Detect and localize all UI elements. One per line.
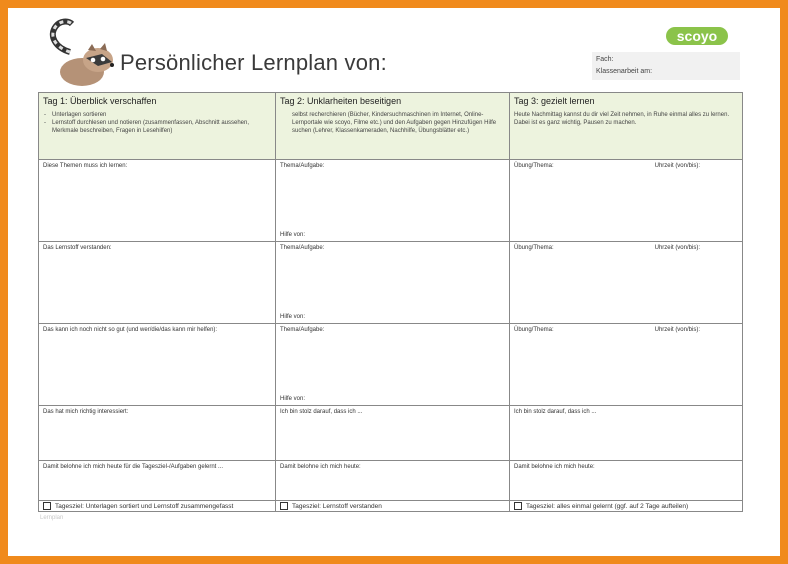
row-cell[interactable] (39, 242, 276, 324)
lernplan-table (38, 92, 743, 512)
klassenarbeit-label: Klassenarbeit am: (596, 68, 653, 75)
goal-label: Tagesziel: Unterlagen sortiert und Lernstoff zusammengefasst (55, 502, 234, 510)
list-item: - Lernstoff durchlesen und notieren (zusammenfassen, Abschnitt aussehen, Merkmale beschreiben, Fragen in Lesehilfen) (43, 119, 271, 135)
row-cell[interactable] (276, 324, 510, 406)
row-cell[interactable] (510, 406, 743, 461)
goal-label: Tagesziel: alles einmal gelernt (ggf. auf 2 Tage aufteilen) (526, 502, 689, 510)
row-cell[interactable] (276, 160, 510, 242)
day3-text: Heute Nachmittag kannst du dir viel Zeit nehmen, in Ruhe einmal alles zu lernen. Dabei ist es ganz wichtig, Pausen zu machen. (514, 112, 730, 126)
cell-label: Das kann ich noch nicht so gut (und wer/die/das kann mir helfen): (43, 327, 218, 333)
row-cell[interactable] (39, 324, 276, 406)
goal-checkbox[interactable] (43, 502, 51, 510)
cell-label: Damit belohne ich mich heute für die Tagesziel-/Aufgaben gelernt ... (43, 464, 223, 470)
table-row (39, 406, 743, 461)
info-box (592, 52, 740, 80)
goal-cell (39, 501, 276, 512)
cell-label: Thema/Aufgabe: (280, 163, 325, 169)
table-row (39, 160, 743, 242)
row-cell[interactable] (510, 242, 743, 324)
cell-label: Das hat mich richtig interessiert: (43, 409, 129, 415)
row-cell[interactable] (510, 461, 743, 501)
cell-label: Übung/Thema: (514, 327, 554, 333)
row-cell[interactable] (276, 406, 510, 461)
goal-row (39, 501, 743, 512)
cell-label: Thema/Aufgabe: (280, 327, 325, 333)
table-row (39, 324, 743, 406)
day1-header (39, 93, 276, 160)
worksheet-page (8, 8, 780, 556)
goal-checkbox[interactable] (514, 502, 522, 510)
cell-label: Übung/Thema: (514, 163, 554, 169)
day2-text: selbst recherchieren (Bücher, Kindersuchmaschinen im Internet, Online-Lernportale wie scoyo, Filme etc.) und den Aufgaben gegen Hinzufügen Hilfe suchen (Lehrer, Klassenkameraden, Nachhilfe, Übungsblätter etc.) (292, 112, 497, 134)
row-cell[interactable] (39, 406, 276, 461)
row-cell[interactable] (39, 461, 276, 501)
day1-list (43, 111, 271, 135)
list-item: - Unterlagen sortieren (43, 111, 271, 119)
cell-label: Ich bin stolz darauf, dass ich ... (514, 409, 597, 415)
row-cell[interactable] (276, 242, 510, 324)
row-cell[interactable] (510, 324, 743, 406)
day-header-row (39, 93, 743, 160)
goal-label: Tagesziel: Lernstoff verstanden (292, 502, 382, 510)
goal-cell (276, 501, 510, 512)
table-row (39, 242, 743, 324)
goal-cell (510, 501, 743, 512)
day3-header (510, 93, 743, 160)
cell-label: Übung/Thema: (514, 245, 554, 251)
row-cell[interactable] (276, 461, 510, 501)
footer-note: Lernplan (40, 515, 64, 521)
cell-label: Hilfe von: (280, 396, 306, 402)
cell-label: Uhrzeit (von/bis): (654, 327, 700, 333)
table-row (39, 461, 743, 501)
row-cell[interactable] (510, 160, 743, 242)
cell-label: Damit belohne ich mich heute: (514, 464, 595, 470)
fach-label: Fach: (596, 56, 614, 63)
cell-label: Hilfe von: (280, 314, 306, 320)
scoyo-logo: scoyo (666, 27, 728, 45)
raccoon-mascot-icon (42, 18, 122, 90)
cell-label: Das Lernstoff verstanden: (43, 245, 112, 251)
cell-label: Uhrzeit (von/bis): (654, 245, 700, 251)
day2-title: Tag 2: Unklarheiten beseitigen (280, 96, 402, 106)
cell-label: Ich bin stolz darauf, dass ich ... (280, 409, 363, 415)
page-title: Persönlicher Lernplan von: (120, 50, 387, 75)
cell-label: Diese Themen muss ich lernen: (43, 163, 128, 169)
row-cell[interactable] (39, 160, 276, 242)
cell-label: Thema/Aufgabe: (280, 245, 325, 251)
day1-title: Tag 1: Überblick verschaffen (43, 96, 157, 106)
cell-label: Uhrzeit (von/bis): (654, 163, 700, 169)
cell-label: Hilfe von: (280, 232, 306, 238)
day3-title: Tag 3: gezielt lernen (514, 96, 595, 106)
goal-checkbox[interactable] (280, 502, 288, 510)
day2-header (276, 93, 510, 160)
cell-label: Damit belohne ich mich heute: (280, 464, 361, 470)
